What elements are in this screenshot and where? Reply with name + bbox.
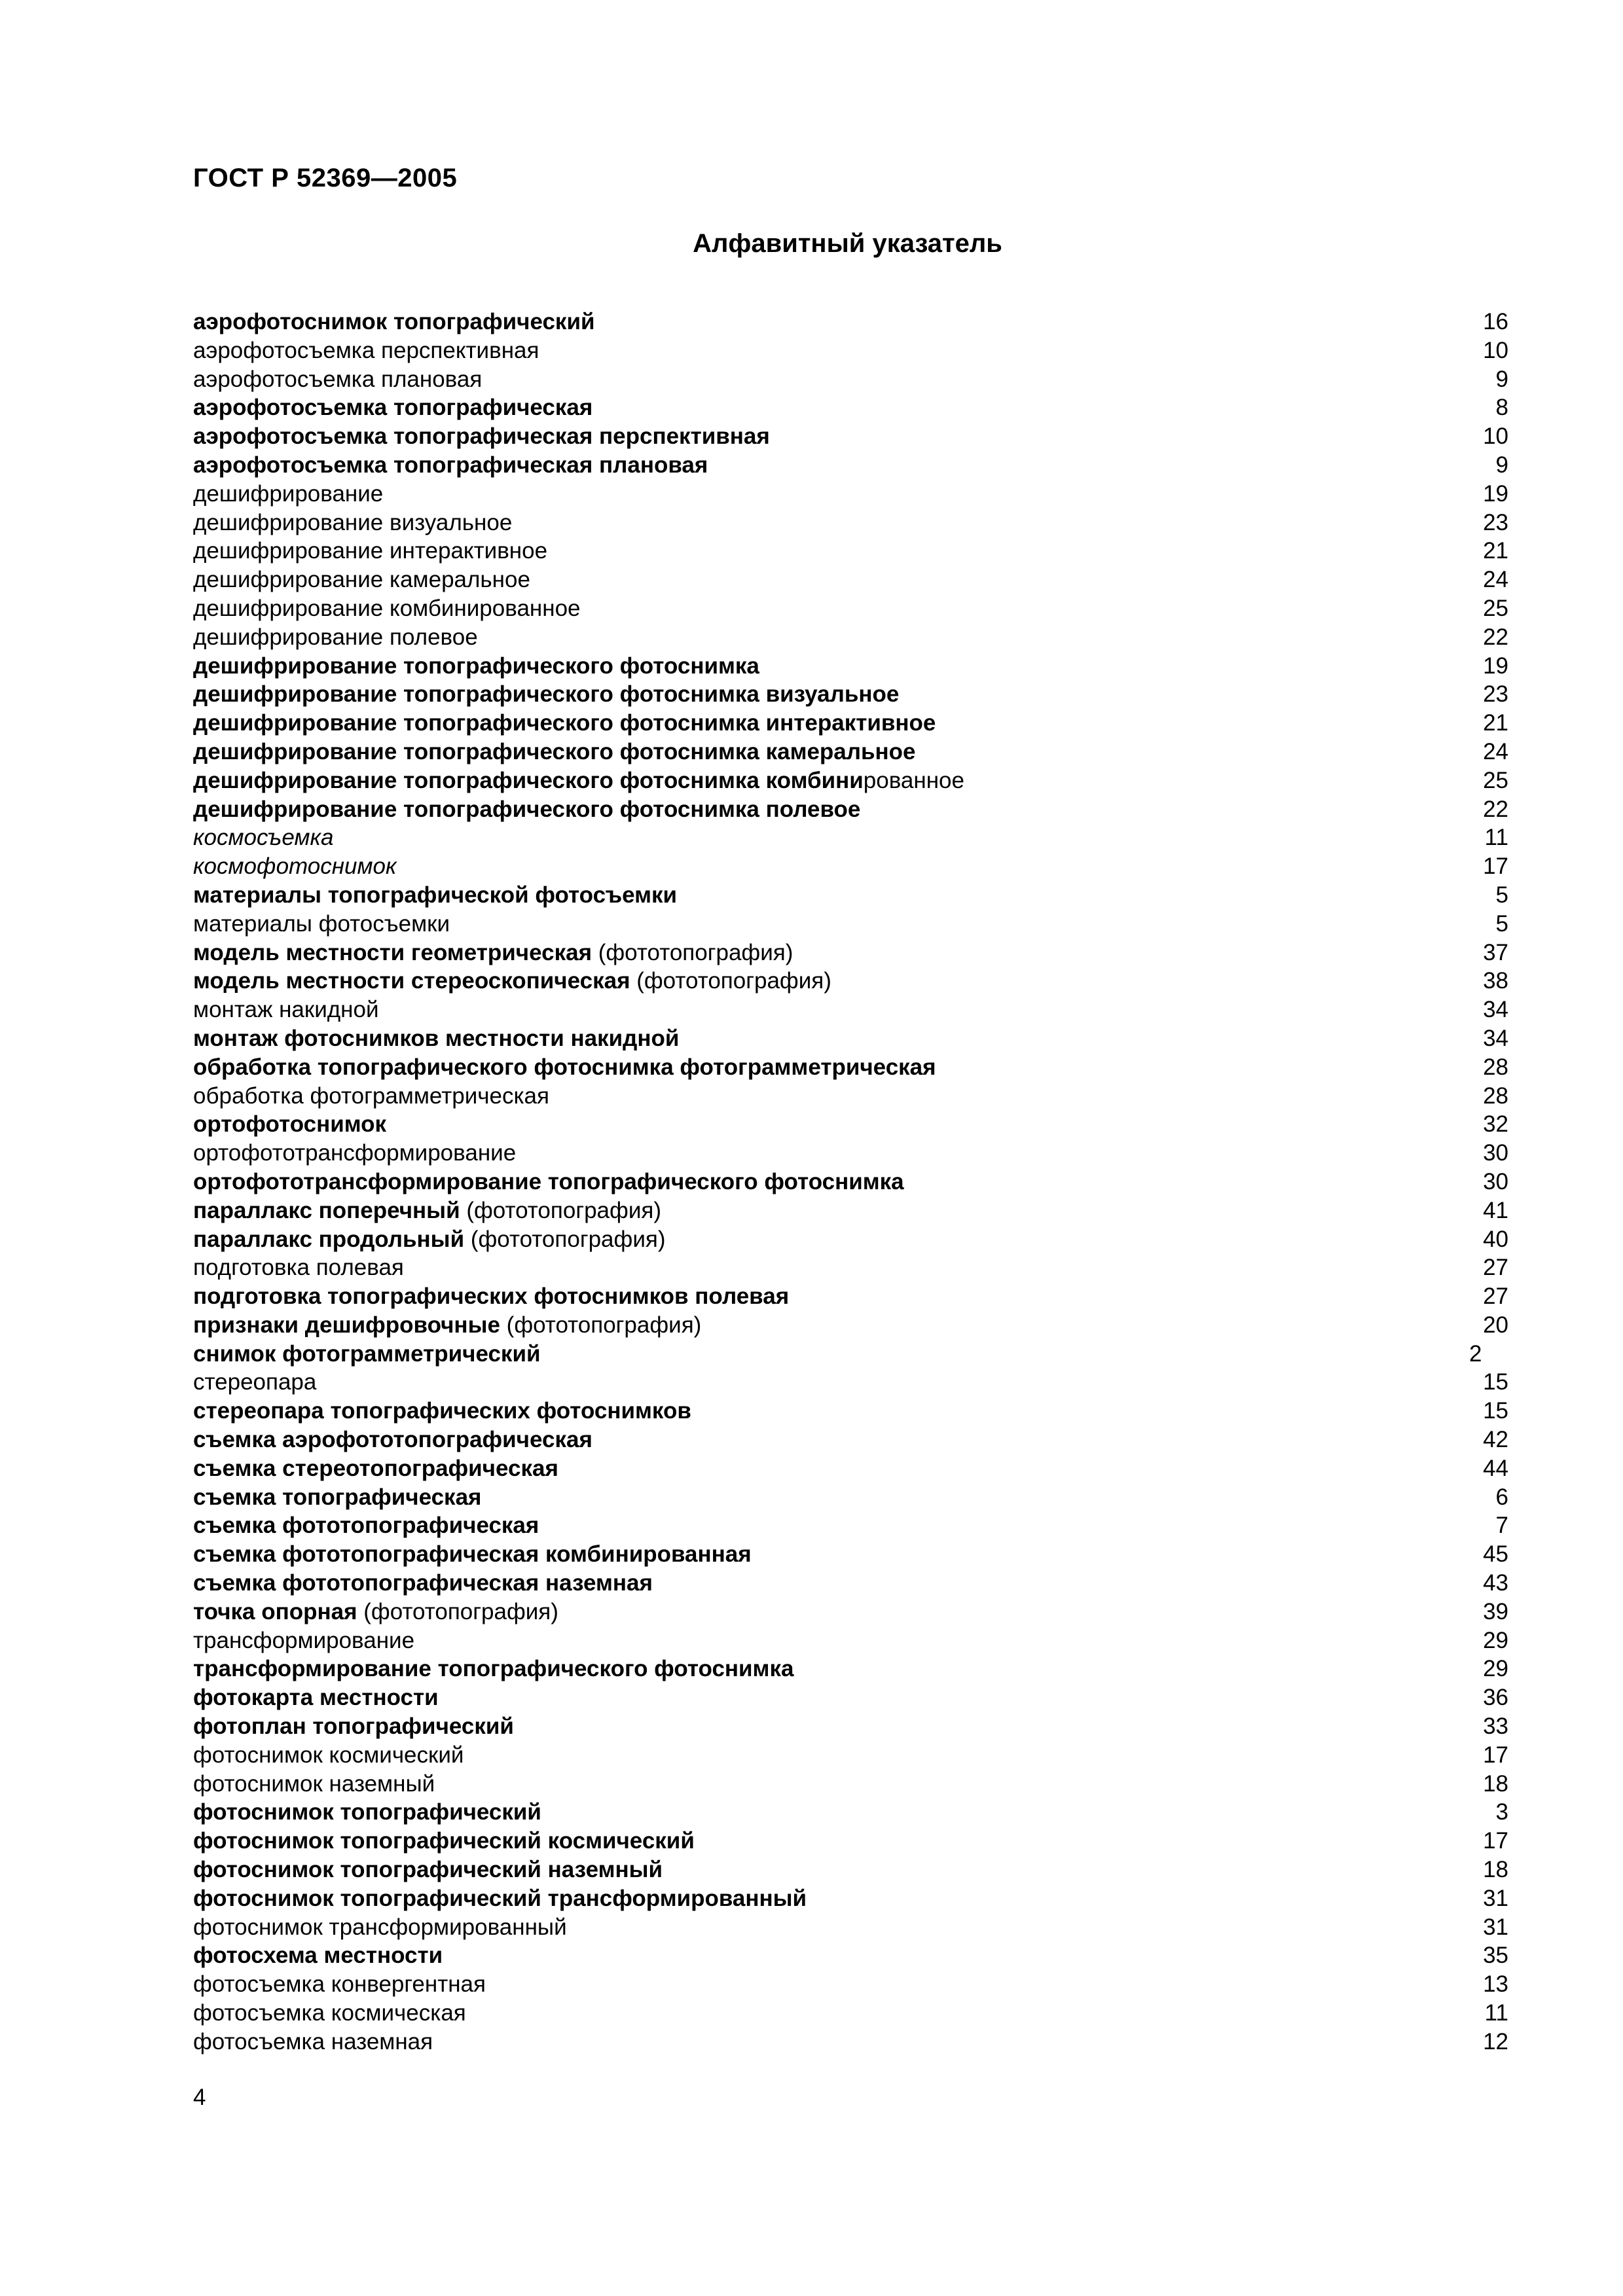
index-page-ref: 23 [1483,509,1508,535]
index-term [193,967,831,996]
index-term [193,422,770,451]
index-page-ref: 25 [1483,595,1508,621]
index-term [193,1196,661,1225]
index-entry [193,881,1509,910]
index-term-segment: дешифрирование интерактивное [193,538,548,564]
index-term-segment: дешифрирование комбинированное [193,595,581,621]
index-page-ref: 22 [1483,796,1508,822]
index-entry [193,910,1509,939]
index-entry [193,1253,1509,1282]
index-page-ref: 2 [1469,1340,1482,1367]
index-term-segment: фотосъемка наземная [193,2028,433,2054]
index-term-segment: фотоснимок топографический наземный [193,1857,663,1883]
index-term-segment: рованное [863,767,964,793]
index-entry [193,1139,1509,1168]
index-term-segment: космосъемка [193,825,334,851]
index-term-segment: дешифрирование топографического фотоснимка комбини [193,767,864,793]
index-entry [193,996,1509,1024]
index-term-segment: дешифрирование визуальное [193,509,513,535]
index-page-ref: 10 [1483,337,1508,363]
index-term [193,1168,904,1196]
index-entry [193,422,1509,451]
index-term-segment: фотоплан топографический [193,1713,514,1740]
index-term-segment: ортофототрансформирование [193,1140,517,1166]
index-term-segment: материалы топографической фотосъемки [193,882,678,908]
index-term-segment: (фототопография) [357,1598,558,1624]
index-page-ref: 30 [1483,1140,1508,1166]
index-term-segment: фотоснимок космический [193,1742,464,1768]
index-page-ref: 11 [1484,825,1508,851]
index-term [193,537,547,565]
index-term [193,1426,593,1454]
index-entry [193,1655,1509,1683]
index-term [193,1110,386,1139]
index-entry [193,1053,1509,1082]
index-term-segment: (фототопография) [460,1197,661,1223]
index-entry [193,1712,1509,1741]
index-entry [193,823,1509,852]
index-page-ref: 21 [1483,710,1508,736]
index-page-ref: 17 [1483,1742,1508,1768]
index-term-segment: фотосхема местности [193,1943,443,1969]
index-page-ref: 16 [1483,309,1508,334]
index-entry [193,1196,1509,1225]
index-page-ref: 29 [1483,1627,1508,1653]
index-term [193,1225,665,1254]
index-page-ref: 18 [1483,1770,1508,1797]
index-term [193,1053,936,1082]
index-term [193,480,383,509]
index-term-segment: съемка фототопографическая наземная [193,1570,653,1596]
index-entry [193,1082,1509,1111]
index-term-segment: параллакс продольный [193,1226,465,1252]
index-term-segment: съемка стереотопографическая [193,1455,558,1481]
page-number: 4 [193,2085,206,2110]
index-term [193,1024,679,1053]
index-entry [193,365,1509,394]
index-term-segment: параллакс поперечный [193,1197,460,1223]
index-term-segment: модель местности геометрическая [193,939,592,965]
index-term-segment: фотоснимок топографический [193,1799,541,1825]
index-term [193,766,964,795]
index-term [193,1253,404,1282]
index-term-segment: аэрофотосъемка топографическая плановая [193,452,708,478]
index-entry [193,594,1509,623]
index-entry [193,652,1509,681]
index-term [193,1139,516,1168]
index-page-ref: 28 [1483,1054,1508,1080]
index-term-segment: признаки дешифровочные [193,1312,500,1338]
index-term [193,1598,558,1626]
index-term-segment: съемка фототопографическая комбинированная [193,1541,752,1568]
index-term [193,1311,701,1340]
index-page-ref: 42 [1483,1427,1508,1453]
index-title: Алфавитный указатель [693,229,1002,258]
index-term-segment: дешифрирование топографического фотоснимка визуальное [193,681,900,708]
index-page-ref: 19 [1483,653,1508,679]
index-entry [193,1282,1509,1311]
index-term [193,852,397,881]
index-page-ref: 35 [1483,1943,1508,1969]
index-entry [193,1225,1509,1254]
index-term [193,1626,414,1655]
index-term [193,451,708,480]
index-entry [193,967,1509,996]
index-page-ref: 13 [1483,1971,1508,1998]
index-page-ref: 31 [1483,1885,1508,1911]
index-term [193,823,333,852]
index-term-segment: дешифрирование полевое [193,624,478,650]
index-term [193,1454,558,1483]
index-term [193,365,482,394]
index-term [193,1999,466,2028]
index-entry [193,565,1509,594]
index-term-segment: фотоснимок топографический трансформированный [193,1885,807,1911]
index-term [193,1884,807,1913]
index-page-ref: 5 [1495,882,1508,908]
index-page-ref: 34 [1483,1025,1508,1051]
index-page-ref: 6 [1495,1484,1508,1510]
index-term [193,308,594,336]
index-page-ref: 17 [1483,853,1508,880]
index-term [193,393,593,422]
index-entry [193,451,1509,480]
index-term-segment: (фототопография) [500,1312,702,1338]
index-term [193,1082,549,1111]
index-page-ref: 30 [1483,1168,1508,1194]
index-term [193,1282,789,1311]
index-term [193,1569,653,1598]
index-page-ref: 37 [1483,939,1508,965]
index-page-ref: 10 [1483,423,1508,450]
index-term-segment: дешифрирование [193,480,384,507]
index-term [193,1941,443,1970]
index-entry [193,1970,1509,1999]
index-entry [193,680,1509,709]
index-page-ref: 24 [1483,567,1508,593]
index-term-segment: фотоснимок трансформированный [193,1914,567,1940]
index-term [193,795,860,824]
index-term [193,1397,691,1426]
index-page-ref: 41 [1483,1197,1508,1223]
index-page-ref: 9 [1495,452,1508,478]
index-term [193,565,530,594]
index-entry [193,509,1509,537]
index-term-segment: аэрофотосъемка плановая [193,366,483,392]
index-page-ref: 22 [1483,624,1508,650]
index-term-segment: съемка топографическая [193,1484,482,1510]
index-term-segment: подготовка полевая [193,1255,404,1281]
index-entry [193,1999,1509,2028]
index-entry [193,2028,1509,2056]
index-page-ref: 12 [1483,2028,1508,2054]
index-term [193,1827,695,1856]
index-term-segment: аэрофотосъемка топографическая перспективная [193,423,770,450]
index-entry [193,1483,1509,1512]
index-page-ref: 23 [1483,681,1508,708]
index-term-segment: фотоснимок наземный [193,1770,435,1797]
index-term [193,623,478,652]
index-term-segment: дешифрирование топографического фотоснимка полевое [193,796,861,822]
alphabetical-index-list [193,308,1509,2056]
index-entry [193,1741,1509,1770]
index-term [193,996,379,1024]
index-page-ref: 19 [1483,480,1508,507]
index-term [193,680,899,709]
index-term-segment: дешифрирование топографического фотоснимка камеральное [193,738,916,764]
index-term [193,881,677,910]
index-entry [193,537,1509,565]
index-entry [193,1941,1509,1970]
index-term [193,1712,514,1741]
index-term-segment: ортофототрансформирование топографического фотоснимка [193,1168,904,1194]
index-entry [193,1884,1509,1913]
index-term-segment: обработка топографического фотоснимка фотограмметрическая [193,1054,936,1080]
index-page-ref: 28 [1483,1083,1508,1109]
index-term-segment: трансформирование топографического фотоснимка [193,1656,794,1682]
index-entry [193,766,1509,795]
index-term-segment: подготовка топографических фотоснимков полевая [193,1283,790,1310]
index-entry [193,1540,1509,1569]
index-entry [193,623,1509,652]
index-term [193,1856,663,1884]
index-term-segment: стереопара [193,1369,317,1395]
index-term [193,1655,793,1683]
index-term-segment: аэрофотосъемка перспективная [193,337,539,363]
index-term [193,336,539,365]
index-page-ref: 5 [1495,910,1508,937]
index-entry [193,1511,1509,1540]
index-page-ref: 27 [1483,1283,1508,1310]
index-term-segment: ортофотоснимок [193,1111,387,1138]
index-entry [193,1110,1509,1139]
index-entry [193,393,1509,422]
index-page-ref: 38 [1483,968,1508,994]
index-entry [193,1340,1509,1369]
index-term-segment: фотоснимок топографический космический [193,1828,695,1854]
index-term [193,1683,439,1712]
index-page-ref: 45 [1483,1541,1508,1568]
index-term [193,594,581,623]
index-page-ref: 9 [1495,366,1508,392]
index-term-segment: дешифрирование топографического фотоснимка [193,653,759,679]
index-entry [193,1311,1509,1340]
index-entry [193,1913,1509,1942]
index-term-segment: модель местности стереоскопическая [193,968,630,994]
index-term [193,1368,316,1397]
index-term [193,709,936,738]
index-entry [193,1798,1509,1827]
index-entry [193,1598,1509,1626]
index-entry [193,336,1509,365]
index-term [193,509,512,537]
index-term-segment: материалы фотосъемки [193,910,450,937]
index-term-segment: фотокарта местности [193,1685,439,1711]
index-entry [193,308,1509,336]
index-term [193,1970,486,1999]
index-page-ref: 44 [1483,1455,1508,1481]
index-entry [193,939,1509,967]
index-page-ref: 3 [1495,1799,1508,1825]
index-entry [193,852,1509,881]
index-page-ref: 21 [1483,538,1508,564]
index-term [193,1483,481,1512]
index-term [193,2028,433,2056]
index-term [193,1770,435,1799]
index-term [193,910,450,939]
index-page-ref: 36 [1483,1685,1508,1711]
index-page-ref: 40 [1483,1226,1508,1252]
index-page-ref: 25 [1483,767,1508,793]
index-term [193,1913,567,1942]
index-term-segment: точка опорная [193,1598,357,1624]
index-page-ref: 11 [1484,2000,1508,2026]
index-entry [193,1024,1509,1053]
index-entry [193,709,1509,738]
index-entry [193,795,1509,824]
index-entry [193,480,1509,509]
index-page-ref: 8 [1495,395,1508,421]
index-term-segment: аэрофотоснимок топографический [193,309,595,334]
index-page-ref: 15 [1483,1398,1508,1424]
index-term [193,1340,541,1369]
index-entry [193,1426,1509,1454]
index-page-ref: 7 [1495,1513,1508,1539]
index-term-segment: (фототопография) [592,939,793,965]
index-term [193,1798,541,1827]
index-term-segment: космофотоснимок [193,853,397,880]
index-term [193,738,916,766]
index-term-segment: (фототопография) [630,968,831,994]
index-page-ref: 39 [1483,1598,1508,1624]
index-term [193,939,793,967]
index-entry [193,1683,1509,1712]
index-page-ref: 43 [1483,1570,1508,1596]
index-term-segment: дешифрирование камеральное [193,567,530,593]
index-entry [193,1827,1509,1856]
index-term-segment: снимок фотограмметрический [193,1340,541,1367]
index-page-ref: 15 [1483,1369,1508,1395]
index-page-ref: 27 [1483,1255,1508,1281]
index-term-segment: стереопара топографических фотоснимков [193,1398,691,1424]
index-term-segment: обработка фотограмметрическая [193,1083,549,1109]
index-page-ref: 24 [1483,738,1508,764]
index-term-segment: аэрофотосъемка топографическая [193,395,593,421]
index-entry [193,1454,1509,1483]
index-term [193,1540,752,1569]
index-entry [193,738,1509,766]
index-entry [193,1770,1509,1799]
index-entry [193,1626,1509,1655]
index-term-segment: съемка аэрофототопографическая [193,1427,593,1453]
index-page-ref: 31 [1483,1914,1508,1940]
index-page-ref: 20 [1483,1312,1508,1338]
index-term [193,1511,539,1540]
index-term-segment: (фототопография) [464,1226,666,1252]
index-term [193,652,759,681]
index-entry [193,1368,1509,1397]
index-term-segment: трансформирование [193,1627,415,1653]
index-entry [193,1569,1509,1598]
index-term-segment: съемка фототопографическая [193,1513,539,1539]
index-page-ref: 33 [1483,1713,1508,1740]
index-term-segment: монтаж накидной [193,997,379,1023]
document-code: ГОСТ Р 52369—2005 [193,164,458,192]
index-term-segment: дешифрирование топографического фотоснимка интерактивное [193,710,936,736]
index-term-segment: монтаж фотоснимков местности накидной [193,1025,680,1051]
index-term [193,1741,464,1770]
index-page-ref: 29 [1483,1656,1508,1682]
index-term-segment: фотосъемка космическая [193,2000,466,2026]
index-entry [193,1856,1509,1884]
index-entry [193,1168,1509,1196]
index-page-ref: 32 [1483,1111,1508,1138]
index-page-ref: 17 [1483,1828,1508,1854]
index-term-segment: фотосъемка конвергентная [193,1971,486,1998]
index-page-ref: 34 [1483,997,1508,1023]
index-entry [193,1397,1509,1426]
index-page-ref: 18 [1483,1857,1508,1883]
